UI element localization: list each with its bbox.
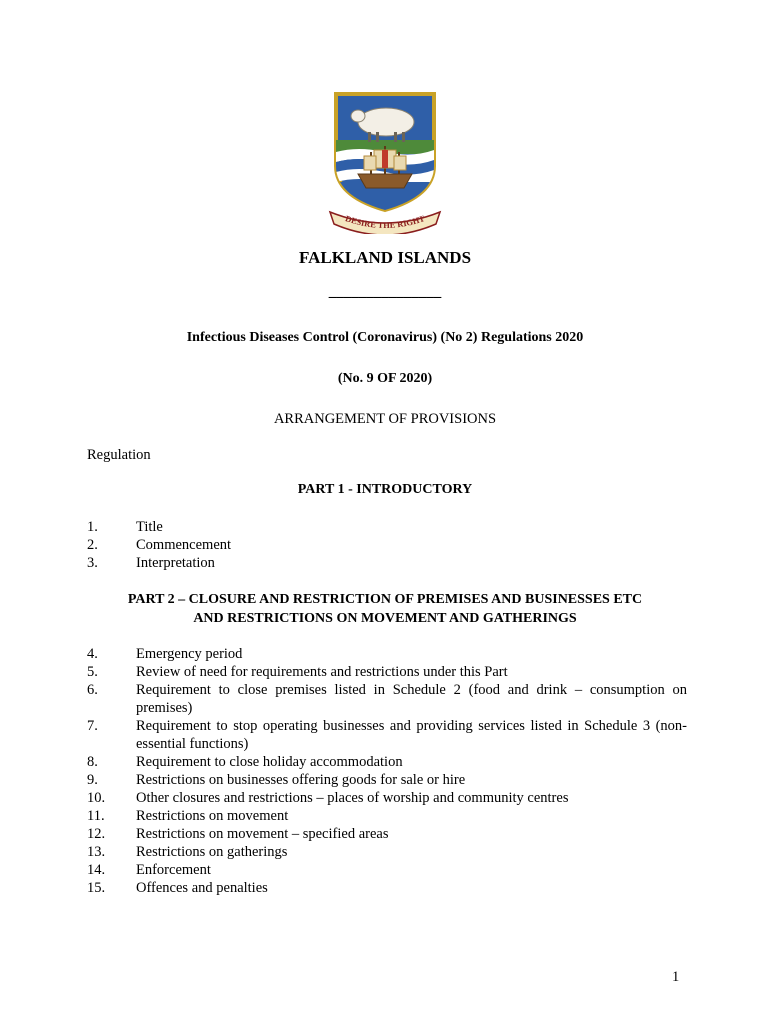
list-item: 2. Commencement	[87, 537, 232, 553]
title-underline: _______________	[328, 284, 442, 300]
regulations-number: (No. 9 OF 2020)	[337, 371, 433, 386]
part2-heading	[0, 590, 770, 628]
part2-provisions-list	[87, 645, 687, 897]
list-item: 12. Restrictions on movement – specified areas	[87, 826, 389, 842]
list-item: 13. Restrictions on gatherings	[87, 844, 288, 860]
list-item: 4. Emergency period	[87, 646, 243, 662]
arrangement-heading: ARRANGEMENT OF PROVISIONS	[273, 411, 497, 427]
document-title: FALKLAND ISLANDS	[298, 248, 472, 267]
page-number: 1	[672, 969, 680, 985]
list-item: 5. Review of need for requirements and restrictions under this Part	[87, 664, 508, 680]
part2-heading-line1: PART 2 – CLOSURE AND RESTRICTION OF PREMISES AND BUSINESSES ETC	[127, 592, 643, 607]
list-item: 11. Restrictions on movement	[87, 808, 289, 824]
regulation-label: Regulation	[87, 447, 151, 463]
part2-heading-line2: AND RESTRICTIONS ON MOVEMENT AND GATHERINGS	[193, 611, 577, 626]
part1-provisions-list	[87, 518, 687, 572]
list-item: 6. Requirement to close premises listed in Schedule 2 (food and drink – consumption on premises)	[87, 682, 687, 716]
list-item: 1. Title	[87, 519, 163, 535]
list-item: 15. Offences and penalties	[87, 880, 268, 896]
falkland-islands-crest-icon	[328, 88, 442, 234]
svg-text:DESIRE THE RIGHT: DESIRE THE RIGHT	[344, 213, 426, 231]
list-item: 7. Requirement to stop operating businesses and providing services listed in Schedule 3 (non-essential functions)	[87, 718, 687, 752]
list-item: 10. Other closures and restrictions – places of worship and community centres	[87, 790, 569, 806]
list-item: 14. Enforcement	[87, 862, 211, 878]
list-item: 8. Requirement to close holiday accommodation	[87, 754, 403, 770]
list-item: 3. Interpretation	[87, 555, 215, 571]
part1-heading: PART 1 - INTRODUCTORY	[297, 482, 473, 497]
list-item: 9. Restrictions on businesses offering goods for sale or hire	[87, 772, 466, 788]
regulations-title: Infectious Diseases Control (Coronavirus) (No 2) Regulations 2020	[186, 330, 584, 345]
